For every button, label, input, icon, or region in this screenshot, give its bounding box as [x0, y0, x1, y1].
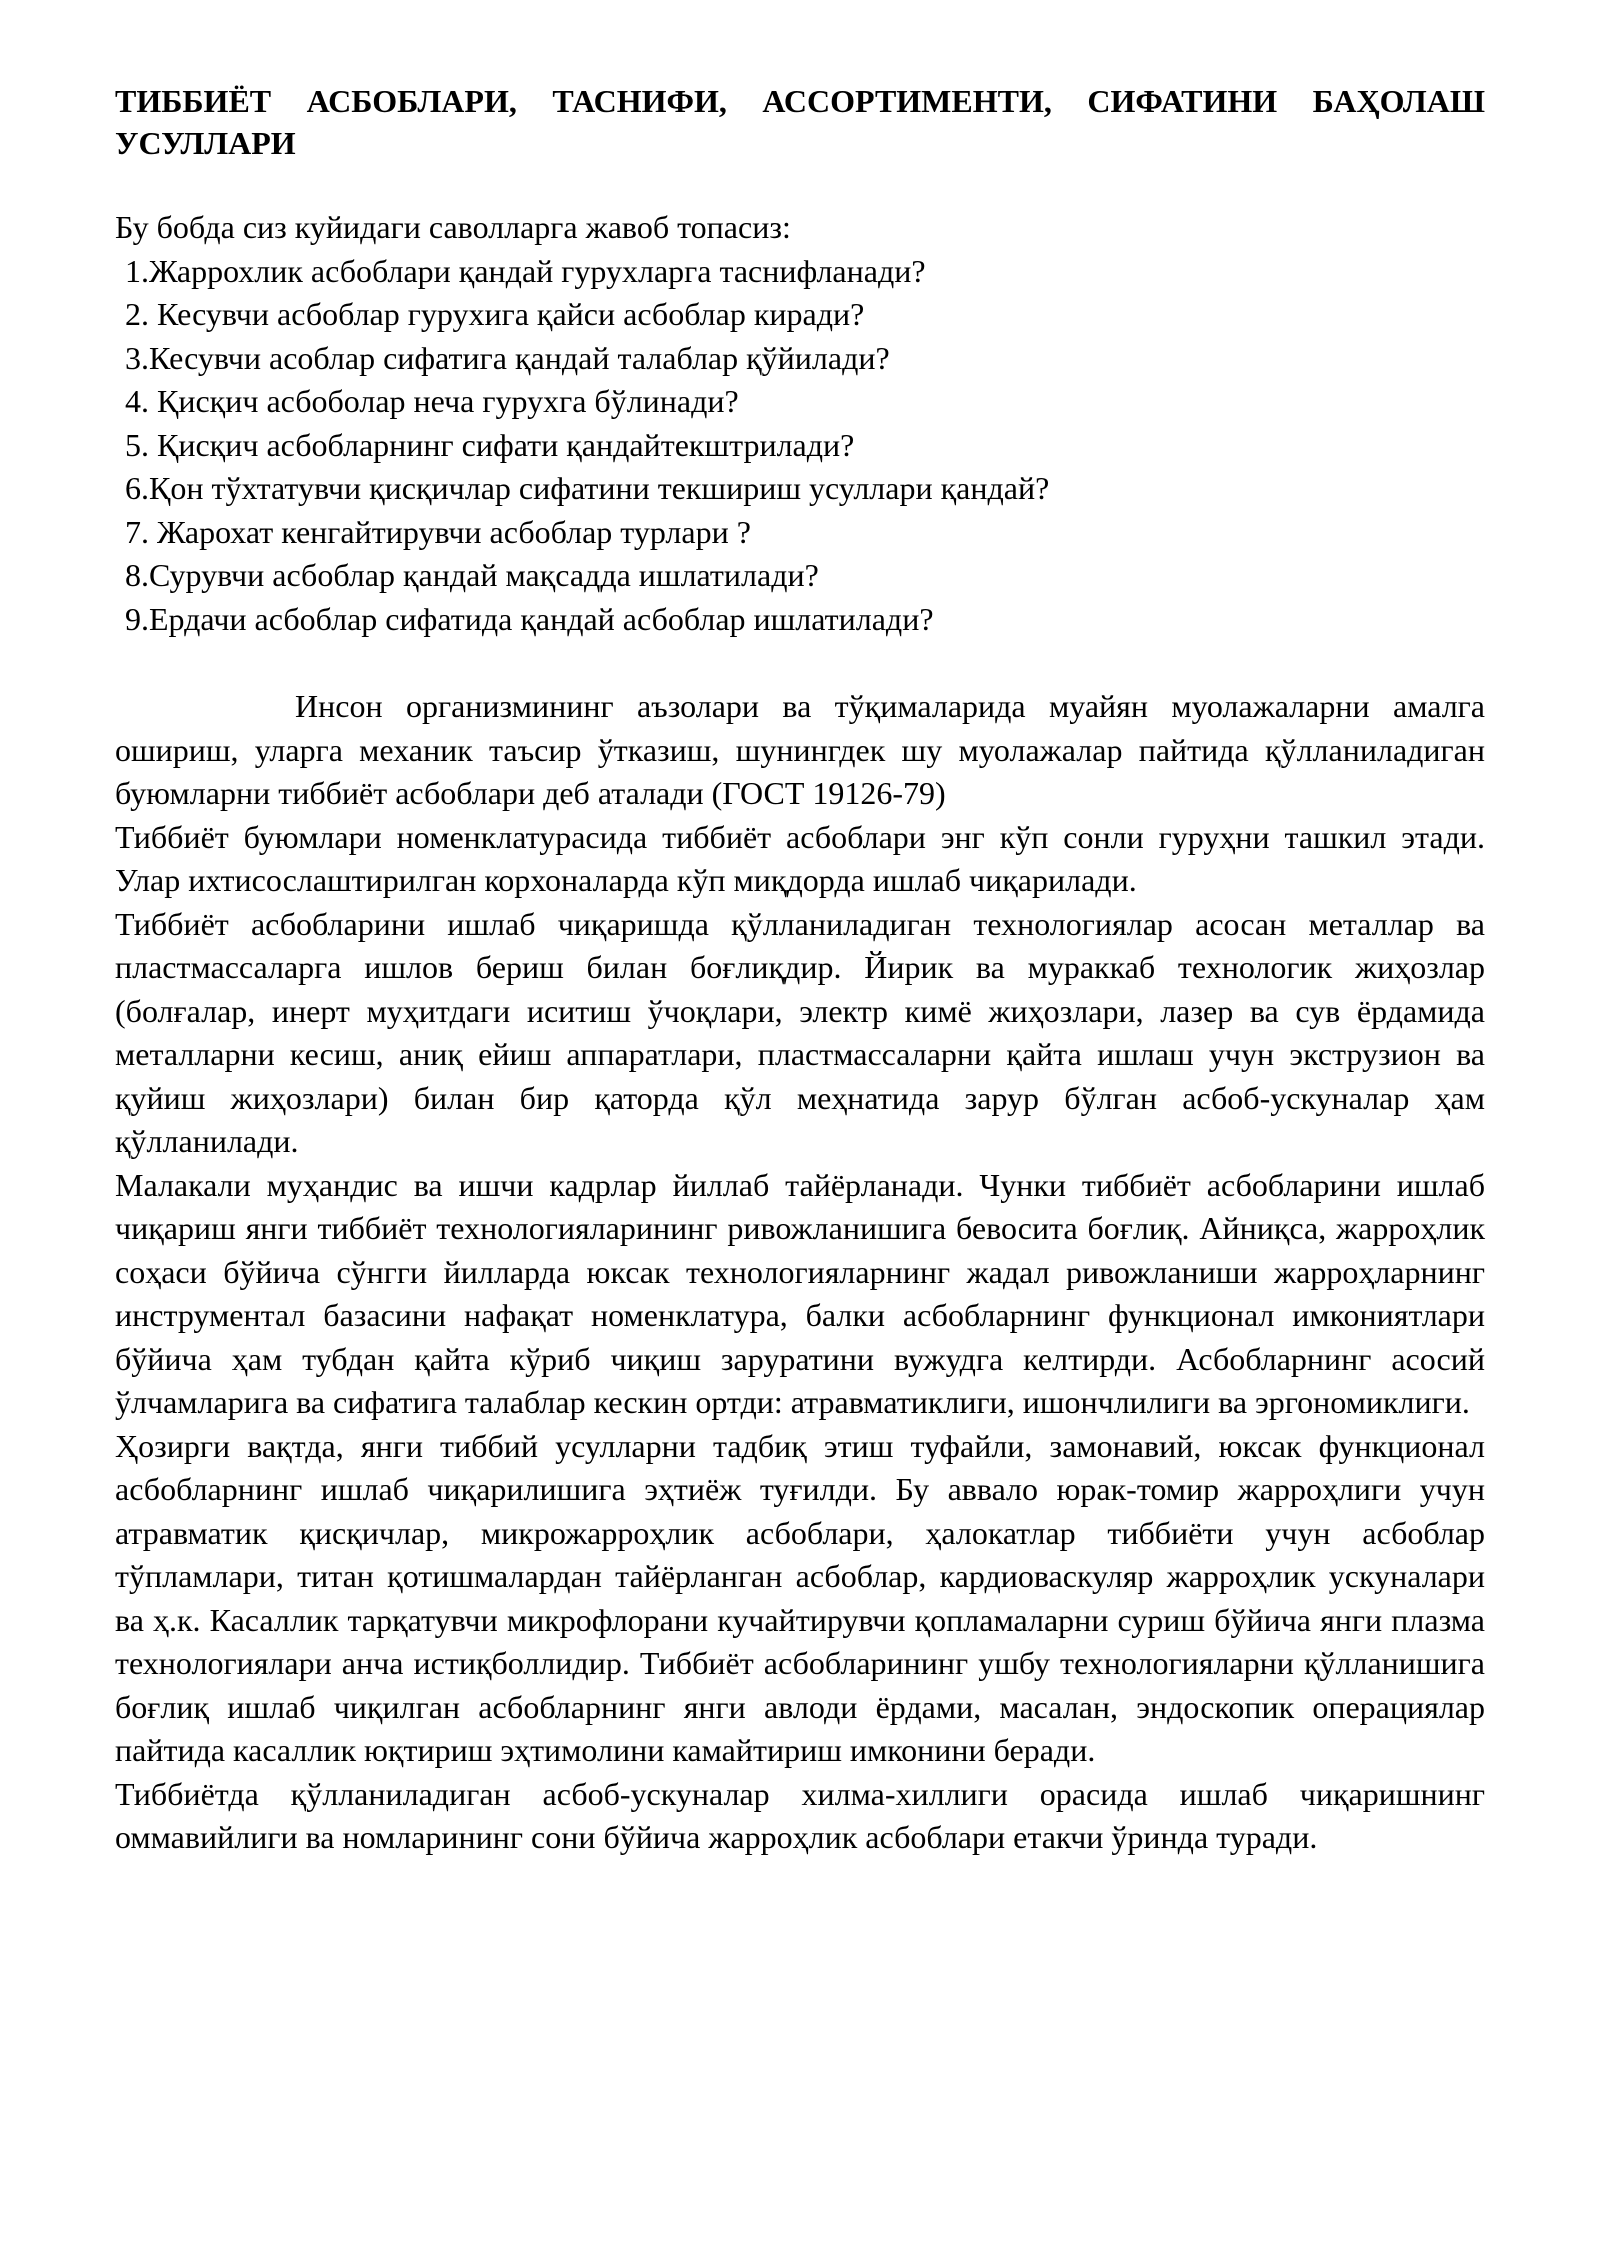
body-paragraph: Ҳозирги вақтда, янги тиббий усулларни тадбиқ этиш туфайли, замонавий, юксак функционал асбобларнинг ишлаб чиқарилишига эҳтиёж туғилди. Бу аввало юрак-томир жарроҳлиги учун атравматик қисқичлар, микрожарроҳлик асбоблари, ҳалокатлар тиббиёти учун асбоблар тўпламлари, титан қотишмалардан тайёрланган асбоблар, кардиоваскуляр жарроҳлик ускуналари ва ҳ.к. Касаллик тарқатувчи микрофлорани кучайтирувчи қопламаларни суриш бўйича янги плазма технологиялари анча истиқболлидир. Тиббиёт асбобларининг ушбу технологияларни қўлланишига боғлиқ ишлаб чиқилган асбобларнинг янги авлоди ёрдами, масалан, эндоскопик операциялар пайтида касаллик юқтириш эҳтимолини камайтириш имконини беради.: [115, 1427, 1485, 1768]
question-item: 2. Кесувчи асбоблар гурухига қайси асбоблар киради?: [125, 296, 865, 332]
question-item: 7. Жарохат кенгайтирувчи асбоблар турлари ?: [125, 513, 751, 550]
document-title: ТИББИЁТ АСБОБЛАРИ, ТАСНИФИ, АССОРТИМЕНТИ, СИФАТИНИ БАҲОЛАШ УСУЛЛАРИ: [115, 83, 1485, 161]
body-paragraph: Малакали муҳандис ва ишчи кадрлар йиллаб тайёрланади. Чунки тиббиёт асбобларини ишлаб чиқариш янги тиббиёт технологияларининг ривожланишига бевосита боғлиқ. Айниқса, жарроҳлик соҳаси бўйича сўнгги йилларда юксак технологияларнинг жадал ривожланиши жарроҳларнинг инструментал базасини нафақат номенклатура, балки асбобларнинг функционал имкониятлари бўйича ҳам тубдан қайта кўриб чиқиш заруратини вужудга келтирди. Асбобларнинг асосий ўлчамларига ва сифатига талаблар кескин ортди: атравматиклиги, ишончлилиги ва эргономиклиги.: [115, 1166, 1485, 1420]
question-item: 5. Қисқич асбобларнинг сифати қандайтекштрилади?: [125, 426, 855, 463]
questions-intro: Бу бобда сиз куйидаги саволларга жавоб топасиз:: [115, 209, 791, 245]
question-item: 6.Қон тўхтатувчи қисқичлар сифатини текшириш усуллари қандай?: [125, 470, 1050, 506]
body-paragraph: Тиббиёт асбобларини ишлаб чиқаришда қўлланиладиган технологиялар асосан металлар ва пластмассаларга ишлов бериш билан боғлиқдир. Йирик ва мураккаб технологик жиҳозлар (болғалар, инерт муҳитдаги иситиш ўчоқлари, электр кимё жиҳозлари, лазер ва сув ёрдамида металларни кесиш, аниқ ейиш аппаратлари, пластмассаларни қайта ишлаш учун экструзион ва қуйиш жиҳозлари) билан бир қаторда қўл меҳнатида зарур бўлган асбоб-ускуналар ҳам қўлланилади.: [115, 905, 1485, 1159]
body-paragraph: Тиббиёт буюмлари номенклатурасида тиббиёт асбоблари энг кўп сонли гуруҳни ташкил этади. Улар ихтисослаштирилган корхоналарда кўп миқдорда ишлаб чиқарилади.: [115, 818, 1485, 898]
body-text: [115, 685, 1485, 1860]
question-item: 9.Ердачи асбоблар сифатида қандай асбоблар ишлатилади?: [125, 600, 934, 637]
questions-list: [115, 250, 1485, 642]
document-page: [115, 80, 1485, 1860]
question-item: 1.Жаррохлик асбоблари қандай гурухларга таснифланади?: [125, 252, 926, 289]
question-item: 8.Сурувчи асбоблар қандай мақсадда ишлатилади?: [125, 557, 819, 593]
question-item: 3.Кесувчи асоблар сифатига қандай талаблар қўйилади?: [125, 339, 890, 376]
body-paragraph: Тиббиётда қўлланиладиган асбоб-ускуналар хилма-хиллиги орасида ишлаб чиқаришнинг оммавийлиги ва номларининг сони бўйича жарроҳлик асбоблари етакчи ўринда туради.: [115, 1775, 1485, 1855]
question-item: 4. Қисқич асбоболар неча гурухга бўлинади?: [125, 383, 739, 419]
body-paragraph: Инсон организмининг аъзолари ва тўқималарида муайян муолажаларни амалга ошириш, уларга механик таъсир ўтказиш, шунингдек шу муолажалар пайтида қўлланиладиган буюмларни тиббиёт асбоблари деб аталади (ГОСТ 19126-79): [115, 688, 1485, 811]
